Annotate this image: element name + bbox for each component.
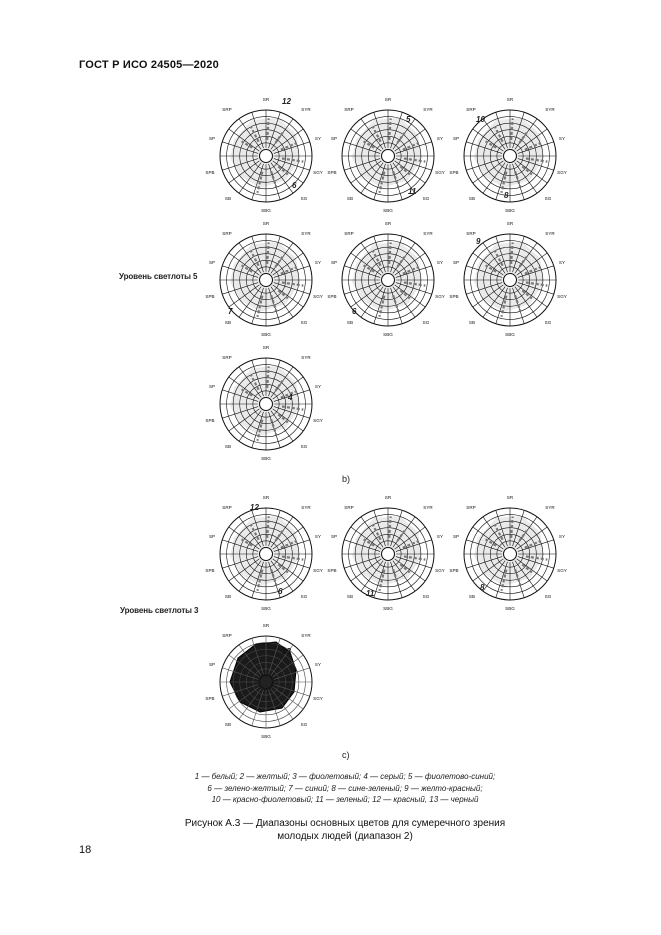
direction-label-bottom: SBG <box>505 332 515 337</box>
direction-label-lower-right: SGY <box>313 170 323 175</box>
direction-label-top-left: SRP <box>466 107 476 112</box>
direction-label-top-right: SYR <box>301 107 311 112</box>
direction-label-lower-right: SGY <box>557 568 567 573</box>
center-circle <box>260 676 273 689</box>
polar-plot-b5 <box>327 220 445 340</box>
range-number: 8 <box>480 583 485 592</box>
polar-plot-b7 <box>205 344 323 464</box>
direction-label-bottom-right: SG <box>300 594 308 599</box>
direction-label-bottom-right: SG <box>300 444 308 449</box>
direction-label-top-right: SYR <box>301 505 311 510</box>
range-number: 8 <box>504 191 509 200</box>
center-circle <box>382 274 395 287</box>
direction-label-top-right: SYR <box>423 107 433 112</box>
direction-label-left: SP <box>330 136 338 141</box>
center-circle <box>504 274 517 287</box>
direction-label-right: SY <box>436 534 444 539</box>
direction-label-top: SR <box>384 221 392 226</box>
direction-label-lower-left: SPB <box>327 568 337 573</box>
center-circle <box>382 150 395 163</box>
direction-label-right: SY <box>436 260 444 265</box>
direction-label-bottom: SBG <box>261 332 271 337</box>
direction-label-lower-left: SPB <box>327 294 337 299</box>
direction-label-lower-left: SPB <box>205 418 215 423</box>
direction-label-lower-left: SPB <box>205 568 215 573</box>
legend-line-2: 6 — зелено-желтый; 7 — синий; 8 — сине-зеленый; 9 — желто-красный; <box>207 783 483 793</box>
direction-label-bottom-left: SB <box>346 320 354 325</box>
direction-label-top: SR <box>506 97 514 102</box>
center-circle <box>504 150 517 163</box>
direction-label-top: SR <box>262 495 270 500</box>
direction-label-bottom: SBG <box>261 208 271 213</box>
direction-label-lower-right: SGY <box>435 170 445 175</box>
direction-label-bottom-right: SG <box>422 196 430 201</box>
polar-plot-b3 <box>449 96 567 216</box>
direction-label-left: SP <box>452 136 460 141</box>
direction-label-bottom-right: SG <box>300 196 308 201</box>
polar-plot-c1 <box>205 494 323 614</box>
direction-label-top-left: SRP <box>344 231 354 236</box>
direction-label-right: SY <box>558 260 566 265</box>
polar-plot-c4 <box>205 622 323 742</box>
direction-label-top: SR <box>384 495 392 500</box>
direction-label-top: SR <box>262 623 270 628</box>
direction-label-left: SP <box>452 260 460 265</box>
direction-label-bottom-left: SB <box>346 196 354 201</box>
direction-label-bottom: SBG <box>261 456 271 461</box>
direction-label-bottom: SBG <box>505 208 515 213</box>
center-circle <box>504 548 517 561</box>
direction-label-lower-left: SPB <box>449 568 459 573</box>
direction-label-bottom-right: SG <box>544 320 552 325</box>
direction-label-bottom: SBG <box>383 332 393 337</box>
center-circle <box>260 150 273 163</box>
direction-label-bottom-right: SG <box>422 594 430 599</box>
direction-label-bottom-right: SG <box>300 320 308 325</box>
direction-label-top: SR <box>506 221 514 226</box>
direction-label-top-left: SRP <box>344 107 354 112</box>
sublabel-c: c) <box>342 750 350 760</box>
polar-plot-b2 <box>327 96 445 216</box>
direction-label-bottom-left: SB <box>468 594 476 599</box>
direction-label-bottom-left: SB <box>224 444 232 449</box>
direction-label-bottom-left: SB <box>224 722 232 727</box>
direction-label-bottom: SBG <box>261 606 271 611</box>
polar-plot-c3 <box>449 494 567 614</box>
direction-label-bottom-right: SG <box>544 196 552 201</box>
direction-label-bottom-left: SB <box>224 594 232 599</box>
range-number: 5 <box>406 115 411 124</box>
legend-line-3: 10 — красно-фиолетовый; 11 — зеленый; 12 — красный, 13 — черный <box>211 795 479 804</box>
direction-label-bottom-right: SG <box>300 722 308 727</box>
direction-label-bottom-left: SB <box>224 320 232 325</box>
direction-label-bottom: SBG <box>261 734 271 739</box>
range-number: 10 <box>476 115 485 124</box>
direction-label-bottom-left: SB <box>224 196 232 201</box>
range-number: 11 <box>366 589 375 598</box>
direction-label-bottom: SBG <box>383 606 393 611</box>
direction-label-left: SP <box>452 534 460 539</box>
direction-label-left: SP <box>208 662 216 667</box>
polar-plot-c2 <box>327 494 445 614</box>
polar-plot-b1 <box>205 96 323 216</box>
direction-label-bottom: SBG <box>505 606 515 611</box>
direction-label-top-left: SRP <box>222 505 232 510</box>
direction-label-top-right: SYR <box>301 231 311 236</box>
direction-label-top-right: SYR <box>545 505 555 510</box>
center-circle <box>260 398 273 411</box>
direction-label-lower-left: SPB <box>205 696 215 701</box>
direction-label-right: SY <box>558 534 566 539</box>
level-label-c: Уровень светлоты 3 <box>120 606 199 615</box>
direction-label-lower-left: SPB <box>449 294 459 299</box>
direction-label-top: SR <box>262 221 270 226</box>
direction-label-left: SP <box>208 534 216 539</box>
direction-label-top-right: SYR <box>423 231 433 236</box>
direction-label-left: SP <box>330 534 338 539</box>
direction-label-left: SP <box>208 136 216 141</box>
direction-label-top-right: SYR <box>423 505 433 510</box>
direction-label-top-right: SYR <box>301 355 311 360</box>
range-number: 12 <box>250 503 259 512</box>
range-number: 13 <box>282 647 291 656</box>
document-header: ГОСТ Р ИСО 24505—2020 <box>79 59 219 71</box>
direction-label-left: SP <box>208 260 216 265</box>
direction-label-right: SY <box>314 534 322 539</box>
direction-label-right: SY <box>314 260 322 265</box>
figure-legend <box>140 771 550 806</box>
range-number: 6 <box>278 587 283 596</box>
range-number: 11 <box>408 187 417 196</box>
direction-label-top-left: SRP <box>466 505 476 510</box>
direction-label-top-left: SRP <box>222 107 232 112</box>
direction-label-top: SR <box>506 495 514 500</box>
center-circle <box>260 548 273 561</box>
direction-label-top-left: SRP <box>222 633 232 638</box>
sublabel-b: b) <box>342 474 351 484</box>
direction-label-top: SR <box>384 97 392 102</box>
range-number: 7 <box>228 307 233 316</box>
direction-label-right: SY <box>314 384 322 389</box>
direction-label-bottom-right: SG <box>544 594 552 599</box>
direction-label-top-left: SRP <box>466 231 476 236</box>
caption-line-2: молодых людей (диапазон 2) <box>277 831 413 842</box>
direction-label-lower-left: SPB <box>205 170 215 175</box>
direction-label-lower-right: SGY <box>557 170 567 175</box>
direction-label-right: SY <box>314 136 322 141</box>
range-number: 12 <box>282 97 291 106</box>
direction-label-left: SP <box>208 384 216 389</box>
direction-label-top: SR <box>262 97 270 102</box>
direction-label-lower-left: SPB <box>449 170 459 175</box>
direction-label-bottom-right: SG <box>422 320 430 325</box>
center-circle <box>382 548 395 561</box>
direction-label-lower-right: SGY <box>313 294 323 299</box>
direction-label-top-left: SRP <box>222 231 232 236</box>
caption-line-1: Рисунок А.3 — Диапазоны основных цветов для сумеречного зрения <box>184 818 506 829</box>
range-number: 9 <box>476 237 481 246</box>
direction-label-lower-right: SGY <box>313 696 323 701</box>
direction-label-top: SR <box>262 345 270 350</box>
direction-label-lower-right: SGY <box>313 418 323 423</box>
direction-label-right: SY <box>436 136 444 141</box>
direction-label-bottom-left: SB <box>468 196 476 201</box>
level-label-b: Уровень светлоты 5 <box>119 272 198 281</box>
direction-label-lower-right: SGY <box>435 294 445 299</box>
direction-label-lower-right: SGY <box>557 294 567 299</box>
direction-label-lower-left: SPB <box>327 170 337 175</box>
polar-plot-b6 <box>449 220 567 340</box>
range-number: 6 <box>352 307 357 316</box>
direction-label-top-left: SRP <box>344 505 354 510</box>
direction-label-top-right: SYR <box>545 231 555 236</box>
figure-caption <box>150 817 540 843</box>
legend-line-1: 1 — белый; 2 — желтый; 3 — фиолетовый; 4 — серый; 5 — фиолетово-синий; <box>194 772 496 781</box>
direction-label-lower-right: SGY <box>313 568 323 573</box>
direction-label-right: SY <box>314 662 322 667</box>
direction-label-top-right: SYR <box>545 107 555 112</box>
range-number: 4 <box>288 393 293 402</box>
direction-label-bottom-left: SB <box>346 594 354 599</box>
direction-label-right: SY <box>558 136 566 141</box>
direction-label-bottom-left: SB <box>468 320 476 325</box>
direction-label-top-right: SYR <box>301 633 311 638</box>
direction-label-bottom: SBG <box>383 208 393 213</box>
center-circle <box>260 274 273 287</box>
direction-label-lower-right: SGY <box>435 568 445 573</box>
direction-label-lower-left: SPB <box>205 294 215 299</box>
polar-plot-b4 <box>205 220 323 340</box>
range-number: 6 <box>292 181 297 190</box>
page-number: 18 <box>79 844 92 856</box>
direction-label-left: SP <box>330 260 338 265</box>
direction-label-top-left: SRP <box>222 355 232 360</box>
